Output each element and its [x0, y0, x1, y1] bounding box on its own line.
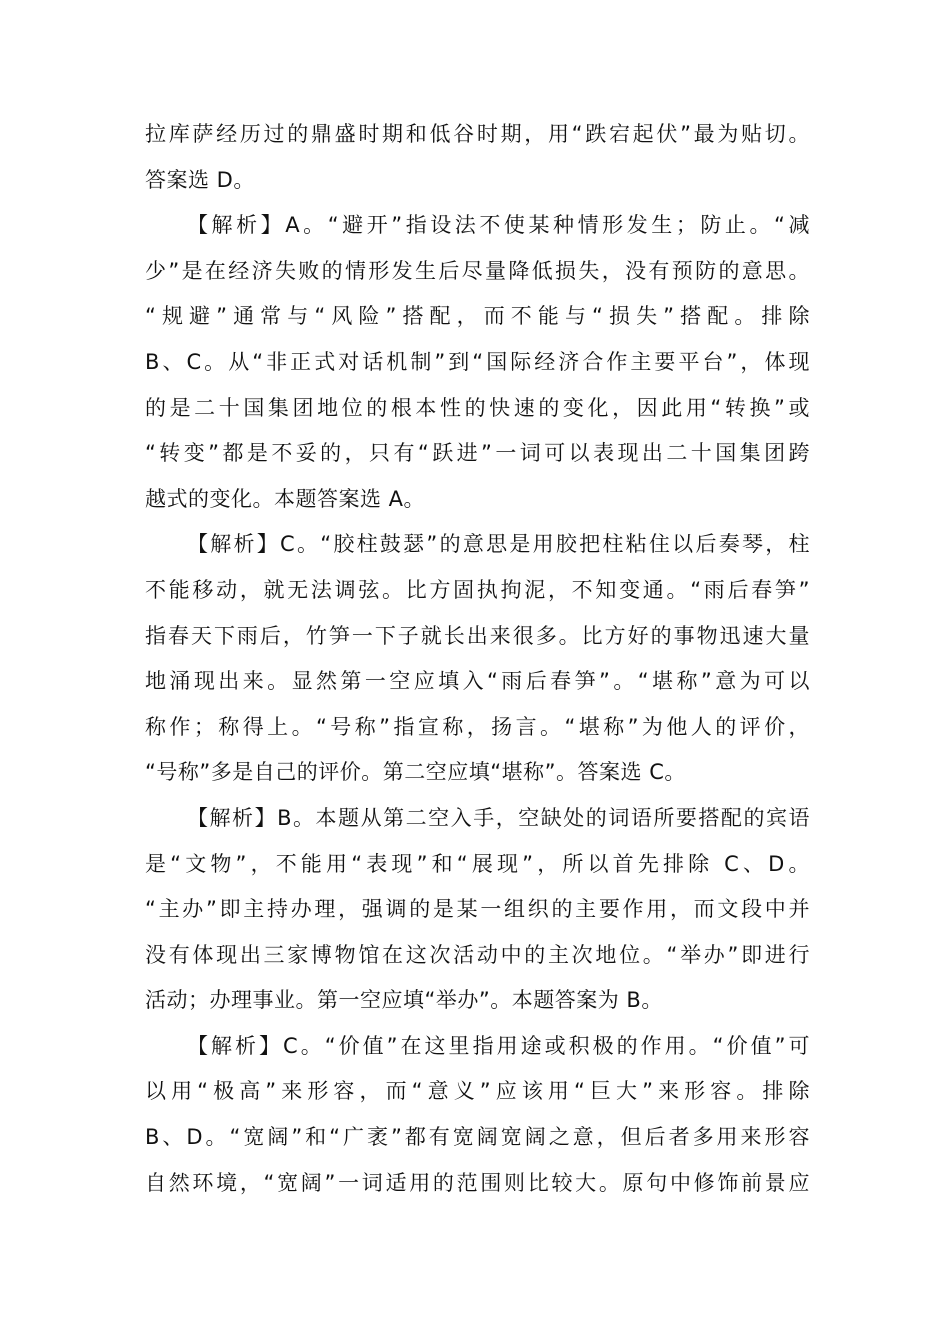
paragraph-line: “转变”都是不妥的，只有“跃进”一词可以表现出二十国集团跨 — [145, 441, 810, 466]
paragraph-line: 的是二十国集团地位的根本性的快速的变化，因此用“转换”或 — [145, 395, 810, 420]
paragraph-line: 以用“极高”来形容，而“意义”应该用“巨大”来形容。排除 — [145, 1079, 810, 1104]
paragraph-line: 答案选 D。 — [145, 167, 255, 192]
paragraph-line: 指春天下雨后，竹笋一下子就长出来很多。比方好的事物迅速大量 — [145, 623, 810, 648]
paragraph-line: 称作；称得上。“号称”指宣称，扬言。“堪称”为他人的评价， — [145, 714, 810, 739]
paragraph-line: B、C。从“非正式对话机制”到“国际经济合作主要平台”，体现 — [145, 349, 810, 374]
paragraph-line: 【解析】C。“价值”在这里指用途或积极的作用。“价值”可 — [187, 1033, 810, 1058]
paragraph-line: 拉库萨经历过的鼎盛时期和低谷时期，用“跌宕起伏”最为贴切。 — [145, 122, 810, 146]
paragraph-line: 越式的变化。本题答案选 A。 — [145, 486, 426, 511]
paragraph-line: 【解析】A。“避开”指设法不使某种情形发生；防止。“减 — [187, 213, 810, 238]
document-body — [145, 112, 810, 1206]
paragraph-line: 自然环境，“宽阔”一词适用的范围则比较大。原句中修饰前景应 — [145, 1170, 810, 1195]
paragraph-line: “主办”即主持办理，强调的是某一组织的主要作用，而文段中并 — [145, 897, 810, 922]
paragraph-line: B、D。“宽阔”和“广袤”都有宽阔宽阔之意，但后者多用来形容 — [145, 1125, 810, 1150]
paragraph-line: 【解析】B。本题从第二空入手，空缺处的词语所要搭配的宾语 — [187, 805, 810, 830]
paragraph-line: 【解析】C。“胶柱鼓瑟”的意思是用胶把柱粘住以后奏琴，柱 — [187, 532, 810, 557]
paragraph-line: 地涌现出来。显然第一空应填入“雨后春笋”。“堪称”意为可以 — [145, 669, 810, 694]
paragraph-line: “号称”多是自己的评价。第二空应填“堪称”。答案选 C。 — [145, 760, 686, 785]
paragraph-line: “规避”通常与“风险”搭配，而不能与“损失”搭配。排除 — [145, 304, 810, 329]
paragraph-line: 是“文物”，不能用“表现”和“展现”，所以首先排除 C、D。 — [145, 851, 810, 876]
paragraph-line: 少”是在经济失败的情形发生后尽量降低损失，没有预防的意思。 — [145, 258, 810, 283]
paragraph-line: 不能移动，就无法调弦。比方固执拘泥，不知变通。“雨后春笋” — [145, 577, 810, 602]
paragraph-line: 没有体现出三家博物馆在这次活动中的主次地位。“举办”即进行 — [145, 942, 810, 967]
paragraph-line: 活动；办理事业。第一空应填“举办”。本题答案为 B。 — [145, 988, 663, 1013]
